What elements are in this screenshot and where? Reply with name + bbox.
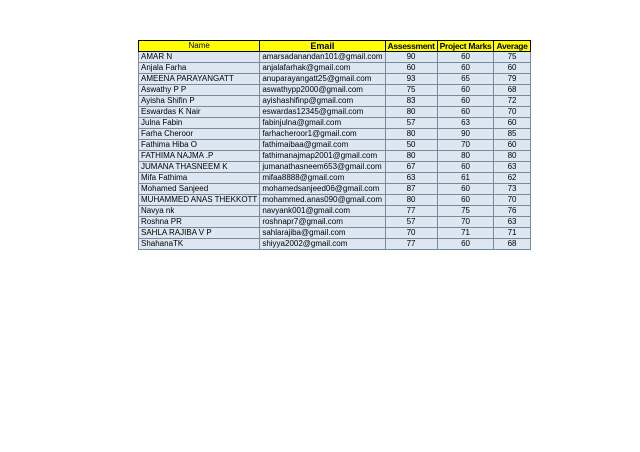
cell-average[interactable]: 60	[494, 140, 530, 151]
cell-project-marks[interactable]: 60	[437, 162, 494, 173]
cell-name[interactable]: FATHIMA NAJMA .P	[139, 151, 260, 162]
cell-average[interactable]: 70	[494, 107, 530, 118]
table-row	[139, 140, 531, 151]
cell-email[interactable]: fabinjulna@gmail.com	[260, 118, 385, 129]
cell-name[interactable]: Fathima Hiba O	[139, 140, 260, 151]
cell-assessment[interactable]: 57	[385, 217, 437, 228]
cell-average[interactable]: 68	[494, 85, 530, 96]
cell-email[interactable]: jumanathasneem653@gmail.com	[260, 162, 385, 173]
header-row	[139, 41, 531, 52]
cell-name[interactable]: Farha Cheroor	[139, 129, 260, 140]
table-row	[139, 63, 531, 74]
table-row	[139, 195, 531, 206]
header-name[interactable]: Name	[139, 41, 260, 52]
cell-assessment[interactable]: 80	[385, 129, 437, 140]
cell-email[interactable]: navyank001@gmail.com	[260, 206, 385, 217]
table-row	[139, 184, 531, 195]
cell-project-marks[interactable]: 71	[437, 228, 494, 239]
cell-email[interactable]: roshnapr7@gmail.com	[260, 217, 385, 228]
cell-project-marks[interactable]: 75	[437, 206, 494, 217]
cell-name[interactable]: Ayisha Shifin P	[139, 96, 260, 107]
cell-assessment[interactable]: 87	[385, 184, 437, 195]
header-average[interactable]: Average	[494, 41, 530, 52]
cell-name[interactable]: AMEENA PARAYANGATT	[139, 74, 260, 85]
cell-assessment[interactable]: 70	[385, 228, 437, 239]
cell-assessment[interactable]: 80	[385, 151, 437, 162]
cell-name[interactable]: JUMANA THASNEEM K	[139, 162, 260, 173]
cell-project-marks[interactable]: 60	[437, 184, 494, 195]
cell-name[interactable]: Navya nk	[139, 206, 260, 217]
cell-assessment[interactable]: 80	[385, 107, 437, 118]
cell-email[interactable]: fathimanajmap2001@gmail.com	[260, 151, 385, 162]
cell-name[interactable]: Aswathy P P	[139, 85, 260, 96]
cell-assessment[interactable]: 75	[385, 85, 437, 96]
cell-average[interactable]: 80	[494, 151, 530, 162]
table-row	[139, 162, 531, 173]
cell-name[interactable]: Anjala Farha	[139, 63, 260, 74]
table-row	[139, 74, 531, 85]
header-project-marks[interactable]: Project Marks	[437, 41, 494, 52]
cell-average[interactable]: 60	[494, 118, 530, 129]
cell-project-marks[interactable]: 60	[437, 96, 494, 107]
table-row	[139, 118, 531, 129]
table-row	[139, 52, 531, 63]
cell-project-marks[interactable]: 60	[437, 52, 494, 63]
cell-project-marks[interactable]: 61	[437, 173, 494, 184]
cell-average[interactable]: 79	[494, 74, 530, 85]
cell-project-marks[interactable]: 60	[437, 239, 494, 250]
cell-average[interactable]: 70	[494, 195, 530, 206]
cell-email[interactable]: anuparayangatt25@gmail.com	[260, 74, 385, 85]
cell-average[interactable]: 63	[494, 217, 530, 228]
table-row	[139, 129, 531, 140]
cell-email[interactable]: mohammed.anas090@gmail.com	[260, 195, 385, 206]
table-row	[139, 217, 531, 228]
cell-project-marks[interactable]: 60	[437, 63, 494, 74]
cell-project-marks[interactable]: 60	[437, 195, 494, 206]
cell-average[interactable]: 62	[494, 173, 530, 184]
cell-email[interactable]: aswathypp2000@gmail.com	[260, 85, 385, 96]
cell-name[interactable]: MUHAMMED ANAS THEKKOTT	[139, 195, 260, 206]
cell-email[interactable]: shiyya2002@gmail.com	[260, 239, 385, 250]
cell-assessment[interactable]: 67	[385, 162, 437, 173]
cell-email[interactable]: mifaa8888@gmail.com	[260, 173, 385, 184]
cell-project-marks[interactable]: 90	[437, 129, 494, 140]
cell-email[interactable]: farhacheroor1@gmail.com	[260, 129, 385, 140]
cell-name[interactable]: Eswardas K Nair	[139, 107, 260, 118]
table-row	[139, 239, 531, 250]
cell-email[interactable]: anjalafarhak@gmail.com	[260, 63, 385, 74]
cell-project-marks[interactable]: 80	[437, 151, 494, 162]
header-email[interactable]: Email	[260, 41, 385, 52]
cell-assessment[interactable]: 90	[385, 52, 437, 63]
cell-assessment[interactable]: 60	[385, 63, 437, 74]
cell-email[interactable]: fathimaibaa@gmail.com	[260, 140, 385, 151]
cell-name[interactable]: AMAR N	[139, 52, 260, 63]
cell-average[interactable]: 63	[494, 162, 530, 173]
cell-email[interactable]: eswardas12345@gmail.com	[260, 107, 385, 118]
cell-email[interactable]: sahlarajiba@gmail.com	[260, 228, 385, 239]
table-row	[139, 151, 531, 162]
cell-project-marks[interactable]: 60	[437, 85, 494, 96]
cell-project-marks[interactable]: 70	[437, 217, 494, 228]
cell-name[interactable]: ShahanaTK	[139, 239, 260, 250]
cell-average[interactable]: 71	[494, 228, 530, 239]
table-row	[139, 206, 531, 217]
cell-name[interactable]: Mifa Fathima	[139, 173, 260, 184]
cell-assessment[interactable]: 83	[385, 96, 437, 107]
cell-email[interactable]: amarsadanandan101@gmail.com	[260, 52, 385, 63]
cell-email[interactable]: ayishashifinp@gmail.com	[260, 96, 385, 107]
cell-assessment[interactable]: 77	[385, 206, 437, 217]
cell-assessment[interactable]: 57	[385, 118, 437, 129]
cell-name[interactable]: Mohamed Sanjeed	[139, 184, 260, 195]
marks-table	[138, 40, 531, 250]
cell-name[interactable]: Julna Fabin	[139, 118, 260, 129]
cell-average[interactable]: 72	[494, 96, 530, 107]
cell-average[interactable]: 85	[494, 129, 530, 140]
cell-name[interactable]: SAHLA RAJIBA V P	[139, 228, 260, 239]
table-body	[139, 52, 531, 250]
table-row	[139, 85, 531, 96]
cell-average[interactable]: 75	[494, 52, 530, 63]
cell-average[interactable]: 68	[494, 239, 530, 250]
cell-name[interactable]: Roshna PR	[139, 217, 260, 228]
cell-assessment[interactable]: 50	[385, 140, 437, 151]
cell-assessment[interactable]: 93	[385, 74, 437, 85]
table-row	[139, 107, 531, 118]
cell-project-marks[interactable]: 70	[437, 140, 494, 151]
cell-assessment[interactable]: 63	[385, 173, 437, 184]
table-row	[139, 96, 531, 107]
cell-project-marks[interactable]: 63	[437, 118, 494, 129]
cell-average[interactable]: 76	[494, 206, 530, 217]
cell-average[interactable]: 73	[494, 184, 530, 195]
table-row	[139, 173, 531, 184]
table-row	[139, 228, 531, 239]
cell-assessment[interactable]: 77	[385, 239, 437, 250]
cell-project-marks[interactable]: 60	[437, 107, 494, 118]
cell-project-marks[interactable]: 65	[437, 74, 494, 85]
cell-email[interactable]: mohamedsanjeed06@gmail.com	[260, 184, 385, 195]
header-assessment[interactable]: Assessment	[385, 41, 437, 52]
cell-assessment[interactable]: 80	[385, 195, 437, 206]
cell-average[interactable]: 60	[494, 63, 530, 74]
